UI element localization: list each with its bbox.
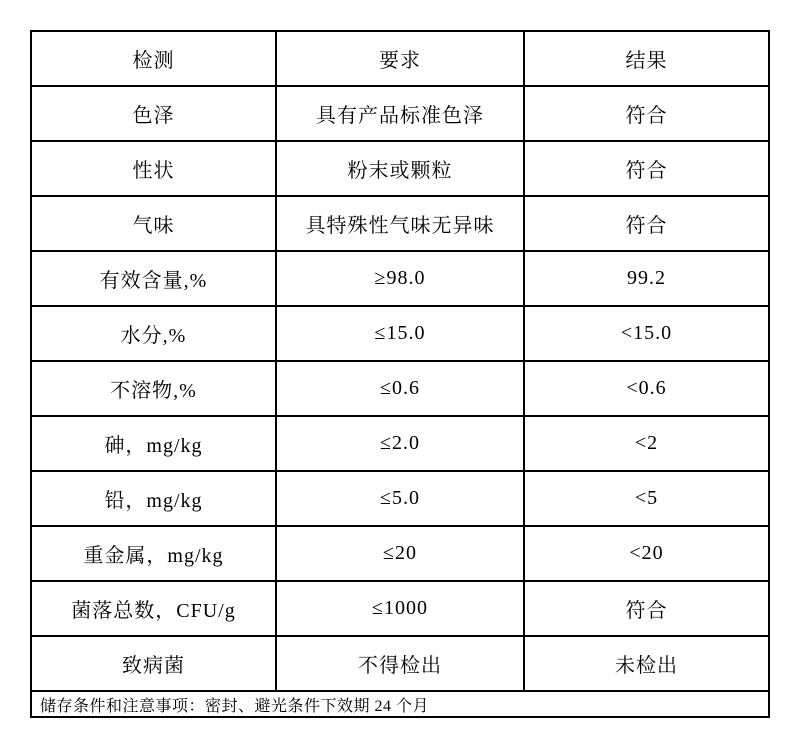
table-row (31, 636, 769, 691)
cell-item: 气味 (31, 196, 276, 251)
cell-item: 有效含量,% (31, 251, 276, 306)
cell-requirement: 粉末或颗粒 (276, 141, 524, 196)
cell-item: 性状 (31, 141, 276, 196)
cell-requirement: ≤2.0 (276, 416, 524, 471)
header-item: 检测 (31, 31, 276, 86)
table-header-row (31, 31, 769, 86)
header-result: 结果 (524, 31, 769, 86)
cell-requirement: ≤0.6 (276, 361, 524, 416)
table-row (31, 196, 769, 251)
table-row (31, 526, 769, 581)
cell-result: 符合 (524, 196, 769, 251)
cell-item: 重金属，mg/kg (31, 526, 276, 581)
cell-requirement: ≤20 (276, 526, 524, 581)
cell-result: <5 (524, 471, 769, 526)
header-requirement: 要求 (276, 31, 524, 86)
table-row (31, 141, 769, 196)
cell-item: 致病菌 (31, 636, 276, 691)
cell-result: <2 (524, 416, 769, 471)
cell-result: 99.2 (524, 251, 769, 306)
cell-result: 符合 (524, 581, 769, 636)
table-footer-row (31, 691, 769, 717)
table-row (31, 361, 769, 416)
table-row (31, 471, 769, 526)
cell-item: 菌落总数，CFU/g (31, 581, 276, 636)
table-row (31, 251, 769, 306)
cell-requirement: ≤15.0 (276, 306, 524, 361)
qc-inspection-table (30, 30, 770, 718)
cell-requirement: 具有产品标准色泽 (276, 86, 524, 141)
table-row (31, 581, 769, 636)
table-row (31, 306, 769, 361)
cell-result: <15.0 (524, 306, 769, 361)
cell-item: 色泽 (31, 86, 276, 141)
cell-requirement: 具特殊性气味无异味 (276, 196, 524, 251)
cell-requirement: ≥98.0 (276, 251, 524, 306)
cell-result: <20 (524, 526, 769, 581)
table-row (31, 86, 769, 141)
cell-requirement: ≤1000 (276, 581, 524, 636)
cell-requirement: ≤5.0 (276, 471, 524, 526)
cell-item: 铅，mg/kg (31, 471, 276, 526)
cell-item: 砷，mg/kg (31, 416, 276, 471)
cell-item: 水分,% (31, 306, 276, 361)
cell-result: 符合 (524, 141, 769, 196)
cell-result: 符合 (524, 86, 769, 141)
storage-note: 储存条件和注意事项：密封、避光条件下效期 24 个月 (31, 691, 769, 717)
table-row (31, 416, 769, 471)
cell-requirement: 不得检出 (276, 636, 524, 691)
cell-result: <0.6 (524, 361, 769, 416)
cell-result: 未检出 (524, 636, 769, 691)
cell-item: 不溶物,% (31, 361, 276, 416)
